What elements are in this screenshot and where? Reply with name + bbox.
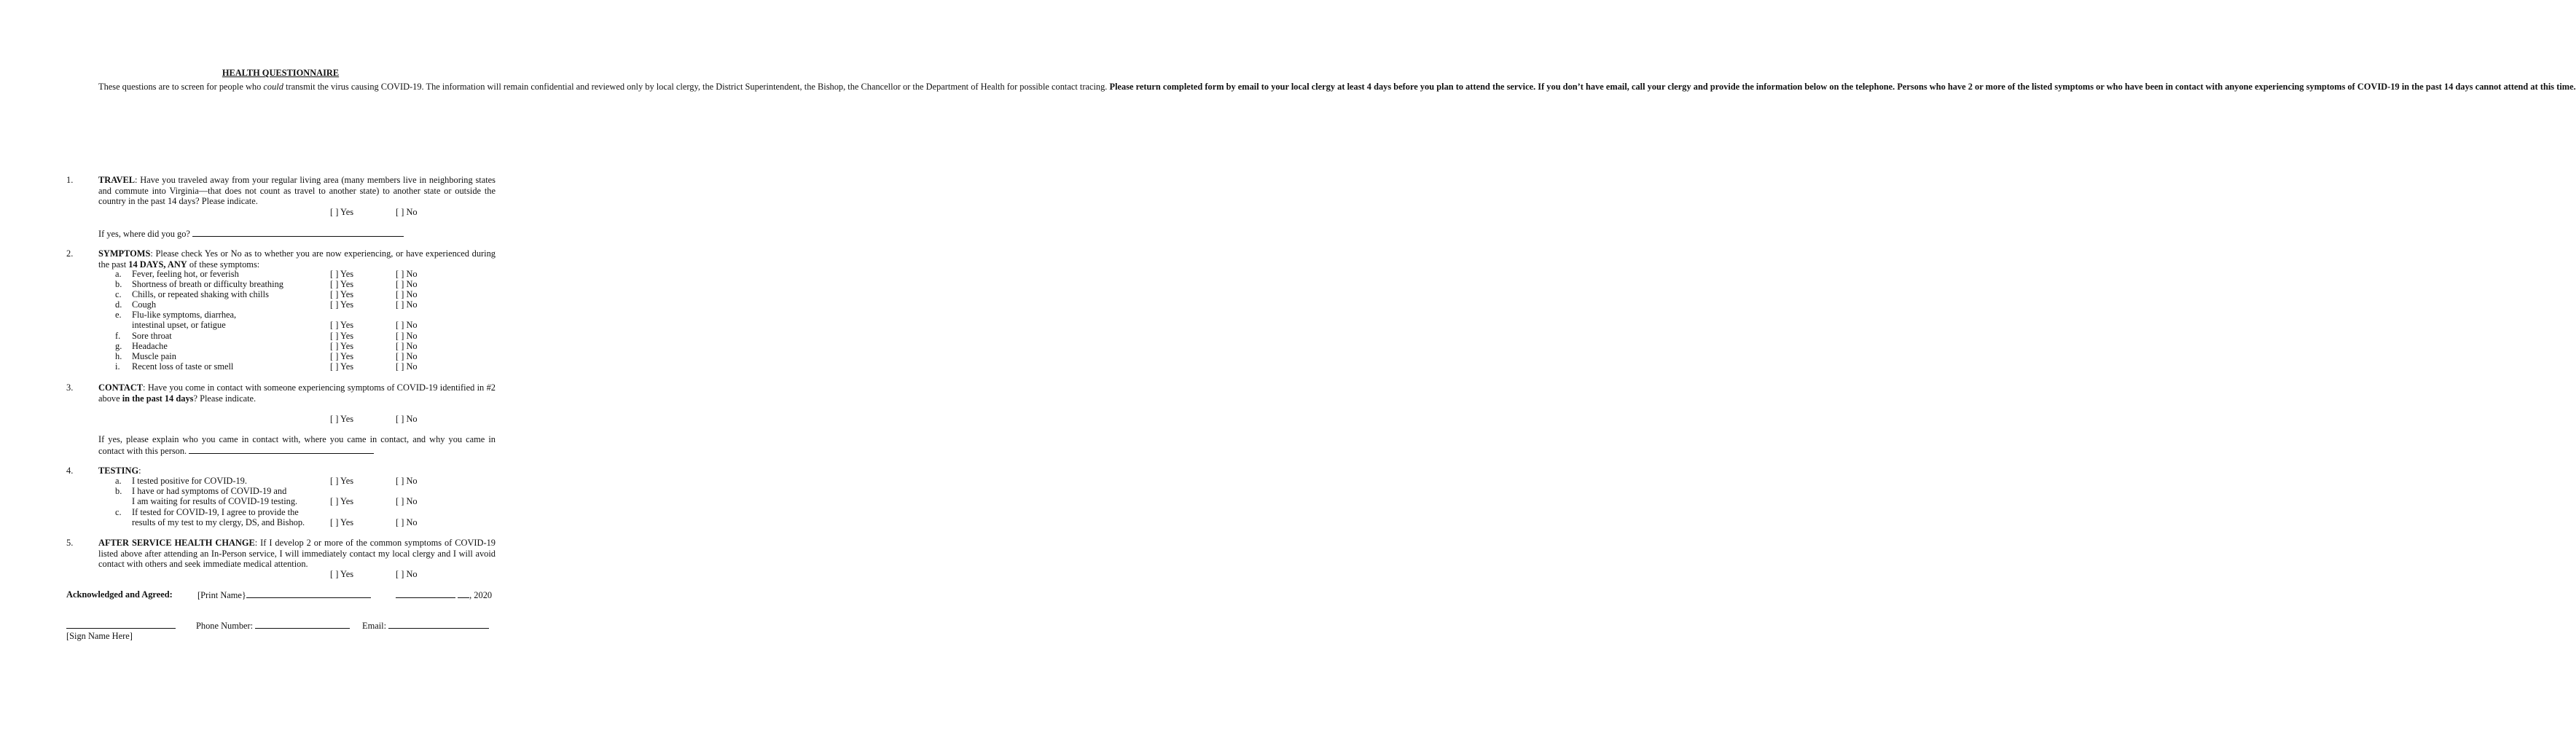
date-year: , 2020 [469,590,493,600]
symptom-d-no-checkbox[interactable]: [ ] No [396,299,418,310]
testing-c-yes-checkbox[interactable]: [ ] Yes [330,517,354,527]
testing-label-c-line2: results of my test to my clergy, DS, and Bishop. [132,517,305,527]
signature-field[interactable] [66,620,176,629]
q4-colon: : [138,466,141,476]
q5-no-checkbox[interactable]: [ ] No [396,569,418,579]
phone-label: Phone Number: [196,621,254,631]
q5-text [98,538,496,570]
testing-letter-c: c. [115,507,122,517]
intro-text-italic: could [263,82,283,92]
page-title: HEALTH QUESTIONNAIRE [222,68,340,78]
symptom-f-no-checkbox[interactable]: [ ] No [396,331,418,341]
email-line [362,620,489,632]
email-label: Email: [362,621,387,631]
q1-heading: TRAVEL [98,175,136,185]
symptom-i-no-checkbox[interactable]: [ ] No [396,361,418,372]
symptom-letter-b: b. [115,279,122,289]
symptom-label-h: Muscle pain [132,351,176,361]
symptom-e-no-checkbox[interactable]: [ ] No [396,320,418,330]
q3-number: 3. [66,382,74,393]
q3-heading: CONTACT [98,382,144,393]
testing-b-yes-checkbox[interactable]: [ ] Yes [330,496,354,506]
symptom-letter-c: c. [115,289,122,299]
testing-label-a: I tested positive for COVID-19. [132,476,247,486]
symptom-label-c: Chills, or repeated shaking with chills [132,289,269,299]
symptom-letter-e: e. [115,310,122,320]
symptom-e-yes-checkbox[interactable]: [ ] Yes [330,320,354,330]
q5-statement: : If I develop 2 or more of the common symptoms of COVID-19 listed above after attending an In-Person service, I will immediately contact my local clergy and I will avoid contact with others and seek immediate medical attention. [98,538,496,569]
signature-line [66,620,176,632]
testing-a-yes-checkbox[interactable]: [ ] Yes [330,476,354,486]
phone-field[interactable] [255,620,350,629]
symptom-label-f: Sore throat [132,331,172,341]
symptom-b-no-checkbox[interactable]: [ ] No [396,279,418,289]
date-day-field[interactable] [458,589,469,598]
symptom-letter-i: i. [115,361,120,372]
date-line [396,589,492,601]
symptom-letter-h: h. [115,351,122,361]
symptom-label-d: Cough [132,299,157,310]
email-field[interactable] [388,620,489,629]
symptom-i-yes-checkbox[interactable]: [ ] Yes [330,361,354,372]
q3-yes-checkbox[interactable]: [ ] Yes [330,414,354,424]
q3-followup [98,434,496,456]
symptom-label-a: Fever, feeling hot, or feverish [132,269,239,279]
q1-destination-field[interactable] [192,228,404,237]
q3-no-checkbox[interactable]: [ ] No [396,414,418,424]
q3-question-bold: in the past 14 days [122,393,194,404]
symptom-label-i: Recent loss of taste or smell [132,361,234,372]
symptom-c-yes-checkbox[interactable]: [ ] Yes [330,289,354,299]
testing-c-no-checkbox[interactable]: [ ] No [396,517,418,527]
symptom-label-e-line2: intestinal upset, or fatigue [132,320,226,330]
symptom-g-no-checkbox[interactable]: [ ] No [396,341,418,351]
q2-question-2: of these symptoms: [187,259,260,270]
testing-a-no-checkbox[interactable]: [ ] No [396,476,418,486]
intro-text-2: transmit the virus causing COVID-19. The information will remain confidential and reviewed only by local clergy, the District Superintendent, the Bishop, the Chancellor or the Department of Health for possible contact tracing. [283,82,1110,92]
q1-no-checkbox[interactable]: [ ] No [396,207,418,217]
sign-name-label: [Sign Name Here] [66,631,133,641]
q4-heading-line [98,466,141,476]
symptom-letter-a: a. [115,269,122,279]
print-name-label: [Print Name} [197,590,246,600]
testing-letter-a: a. [115,476,122,486]
symptom-label-e: Flu-like symptoms, diarrhea, [132,310,237,320]
q5-number: 5. [66,538,74,548]
symptom-b-yes-checkbox[interactable]: [ ] Yes [330,279,354,289]
q1-number: 1. [66,175,74,185]
print-name-field[interactable] [246,589,371,598]
testing-b-no-checkbox[interactable]: [ ] No [396,496,418,506]
symptom-f-yes-checkbox[interactable]: [ ] Yes [330,331,354,341]
q1-text [98,175,496,207]
symptom-label-b: Shortness of breath or difficulty breathing [132,279,283,289]
q4-number: 4. [66,466,74,476]
q3-explanation-field[interactable] [189,445,374,454]
q2-text [98,248,496,270]
testing-label-c: If tested for COVID-19, I agree to provide the [132,507,299,517]
q1-followup [98,228,404,240]
intro-text-1: These questions are to screen for people who [98,82,264,92]
q2-question-1: : Please check Yes or No as to whether you are now experiencing, or have experienced during the past [98,248,496,270]
date-month-day-field[interactable] [396,589,455,598]
symptom-g-yes-checkbox[interactable]: [ ] Yes [330,341,354,351]
symptom-letter-d: d. [115,299,122,310]
symptom-c-no-checkbox[interactable]: [ ] No [396,289,418,299]
testing-label-b-line2: I am waiting for results of COVID-19 testing. [132,496,298,506]
acknowledged-label: Acknowledged and Agreed: [66,589,173,600]
symptom-a-no-checkbox[interactable]: [ ] No [396,269,418,279]
q2-heading: SYMPTOMS [98,248,151,259]
symptom-label-g: Headache [132,341,168,351]
q3-text [98,382,496,404]
testing-label-b: I have or had symptoms of COVID-19 and [132,486,287,496]
intro-paragraph [66,82,2576,92]
symptom-a-yes-checkbox[interactable]: [ ] Yes [330,269,354,279]
symptom-letter-g: g. [115,341,122,351]
testing-letter-b: b. [115,486,122,496]
print-name-line [197,589,371,601]
phone-line [196,620,350,632]
q3-question-1: : Have you come in contact with someone experiencing symptoms of COVID-19 identified in #2 above [98,382,496,404]
intro-text-bold: Please return completed form by email to your local clergy at least 4 days before you plan to attend the service. If you don’t have email, call your clergy and provide the information below on the telephone. Persons who have 2 or more of the listed symptoms or who have been in contact with anyone experiencing symptoms of COVID-19 in the past 14 days cannot attend at this time. [1109,82,2576,92]
q3-followup-label: If yes, please explain who you came in contact with, where you came in contact, and why you came in contact with this person. [98,434,496,456]
q1-followup-label: If yes, where did you go? [98,229,190,239]
symptom-h-no-checkbox[interactable]: [ ] No [396,351,418,361]
q1-yes-checkbox[interactable]: [ ] Yes [330,207,354,217]
q4-heading: TESTING [98,466,139,476]
q2-number: 2. [66,248,74,259]
symptom-h-yes-checkbox[interactable]: [ ] Yes [330,351,354,361]
symptom-d-yes-checkbox[interactable]: [ ] Yes [330,299,354,310]
q3-question-2: ? Please indicate. [193,393,257,404]
q2-question-bold: 14 DAYS, ANY [128,259,187,270]
q1-question: : Have you traveled away from your regular living area (many members live in neighboring states and commute into Virginia—that does not count as travel to another state) to another state or outside the country in the past 14 days? Please indicate. [98,175,496,206]
q5-heading: AFTER SERVICE HEALTH CHANGE [98,538,255,548]
q5-yes-checkbox[interactable]: [ ] Yes [330,569,354,579]
symptom-letter-f: f. [115,331,121,341]
